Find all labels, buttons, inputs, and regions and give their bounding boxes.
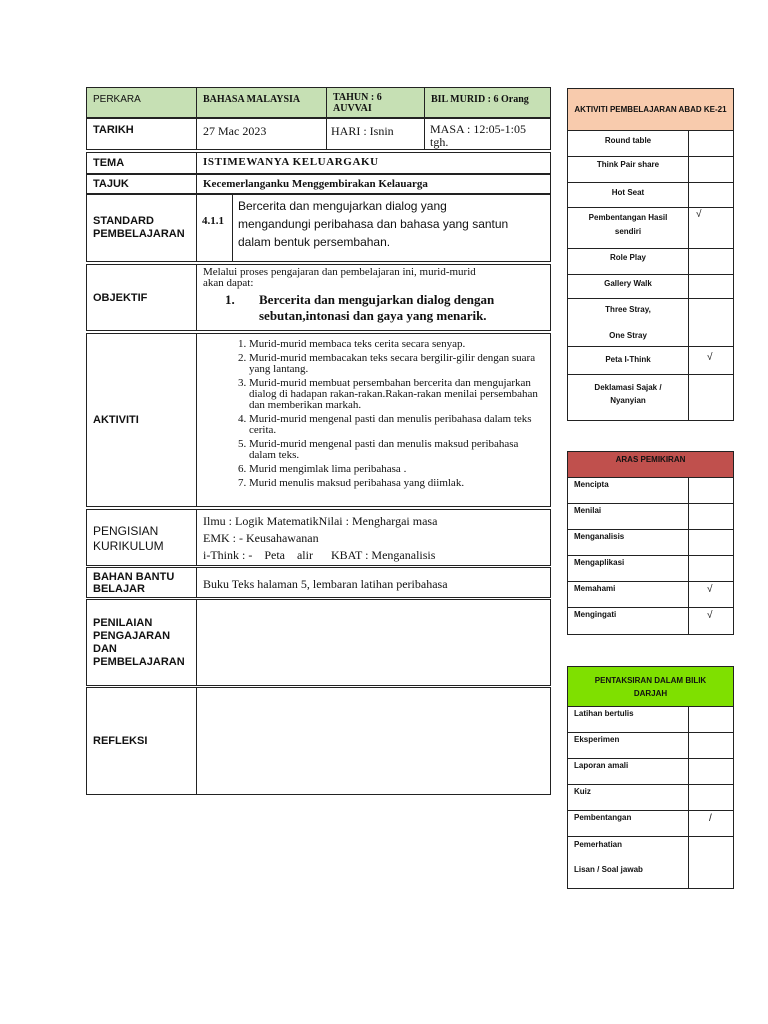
abad-row-mark [688, 298, 734, 347]
aktiviti-item: 5. Murid-murid mengenal pasti dan menulis maksud peribahasa dalam teks. [249, 439, 542, 461]
pengisian-cell [196, 509, 551, 566]
pengisian-label-2: KURIKULUM [93, 539, 164, 553]
standard-label-1: STANDARD [93, 215, 154, 227]
pentaksiran-row-label: Latihan bertulis [567, 706, 689, 733]
objektif-num: 1. [225, 292, 235, 307]
abad-row-mark [688, 156, 734, 183]
aktiviti-abad-title: AKTIVITI PEMBELAJARAN ABAD KE-21 [567, 88, 734, 131]
objektif-item-1: Bercerita dan mengujarkan dialog dengan [259, 292, 495, 307]
standard-label-2: PEMBELAJARAN [93, 228, 185, 240]
perkara-header: PERKARA [86, 87, 197, 118]
pentaksiran-row-mark [688, 758, 734, 785]
aktiviti-label: AKTIVITI [86, 333, 197, 507]
aktiviti-item: 2. Murid-murid membacakan teks secara bergilir-gilir dengan suara yang lantang. [249, 353, 542, 375]
penilaian-label-4: PEMBELAJARAN [93, 655, 185, 668]
aras-row-label: Mencipta [567, 477, 689, 504]
objektif-item [203, 292, 544, 324]
aras-row-label: Mengaplikasi [567, 555, 689, 582]
pentaksiran-title: PENTAKSIRAN DALAM BILIK DARJAH [567, 666, 734, 707]
pentaksiran-row-label [567, 836, 689, 889]
aras-row-label: Menilai [567, 503, 689, 530]
aras-row-mark: √ [688, 581, 734, 608]
abad-row-label: Hot Seat [567, 182, 689, 208]
subject-cell: BAHASA MALAYSIA [196, 87, 327, 118]
aras-row-mark: √ [688, 607, 734, 635]
aktiviti-item: 7. Murid menulis maksud peribahasa yang diimlak. [249, 478, 542, 489]
pentaksiran-row-label: Pembentangan [567, 810, 689, 837]
bil-murid-cell: BIL MURID : 6 Orang [424, 87, 551, 118]
pentaksiran-row-mark [688, 706, 734, 733]
pengisian-emk: EMK : - Keusahawanan [203, 531, 319, 545]
masa-cell [424, 118, 551, 150]
objektif-cell [196, 264, 551, 331]
abad-row-mark [688, 374, 734, 421]
refleksi-value [196, 687, 551, 795]
penilaian-label-1: PENILAIAN [93, 616, 153, 629]
masa-value: MASA : 12:05-1:05 [430, 122, 527, 136]
standard-code: 4.1.1 [196, 194, 233, 262]
pengisian-ilmu: Ilmu : Logik MatematikNilai : Menghargai masa [203, 514, 438, 528]
pentaksiran-row-label-1: Pemerhatian [574, 840, 623, 849]
tahun-cell: TAHUN : 6 AUVVAI [326, 87, 425, 118]
pentaksiran-row-mark [688, 732, 734, 759]
abad-row-mark [688, 182, 734, 208]
pentaksiran-row-label-2: Lisan / Soal jawab [574, 865, 643, 874]
abad-row-label: Deklamasi Sajak / Nyanyian [567, 374, 689, 421]
hari-value: HARI : Isnin [326, 118, 425, 150]
objektif-intro-2: akan dapat: [203, 277, 254, 289]
aras-row-label: Memahami [567, 581, 689, 608]
aras-row-label: Mengingati [567, 607, 689, 635]
pentaksiran-row-label: Laporan amali [567, 758, 689, 785]
bahan-value: Buku Teks halaman 5, lembaran latihan peribahasa [196, 567, 551, 598]
bahan-label-2: BELAJAR [93, 582, 145, 595]
pengisian-label [86, 509, 197, 566]
standard-line-3: dalam bentuk persembahan. [238, 235, 391, 249]
masa-cont: tgh. [430, 135, 449, 149]
standard-line-2: mengandungi peribahasa dan bahasa yang santun [238, 217, 509, 231]
aktiviti-item: 1. Murid-murid membaca teks cerita secara senyap. [249, 339, 542, 350]
pentaksiran-row-label: Kuiz [567, 784, 689, 811]
pengisian-ithink: i-Think : - Peta alir KBAT : Menganalisis [203, 548, 436, 562]
aras-row-mark [688, 555, 734, 582]
penilaian-value [196, 599, 551, 686]
pentaksiran-row-mark [688, 836, 734, 889]
tajuk-value: Kecemerlanganku Menggembirakan Kelauarga [196, 174, 551, 194]
abad-row-mark [688, 248, 734, 275]
aktiviti-cell [196, 333, 551, 507]
pentaksiran-row-mark [688, 784, 734, 811]
aras-row-mark [688, 529, 734, 556]
standard-text [232, 194, 551, 262]
abad-row-label-2: One Stray [609, 331, 647, 340]
aras-row-mark [688, 503, 734, 530]
abad-row-label: Pembentangan Hasil sendiri [567, 207, 689, 249]
aktiviti-item: 3. Murid-murid membuat persembahan bercerita dan mengujarkan dialog di hadapan rakan-rakan.Rakan-rakan menilai persembahan dan memberikan markah. [249, 378, 542, 411]
penilaian-label-2: PENGAJARAN [93, 629, 171, 642]
abad-row-label [567, 298, 689, 347]
standard-label [86, 194, 197, 262]
abad-row-mark: √ [688, 346, 734, 375]
penilaian-label [86, 599, 197, 686]
pengisian-label-1: PENGISIAN [93, 524, 159, 538]
abad-row-mark [688, 274, 734, 299]
abad-row-label: Think Pair share [567, 156, 689, 183]
tarikh-label: TARIKH [86, 118, 197, 150]
aktiviti-item: 4. Murid-murid mengenal pasti dan menulis peribahasa dalam teks cerita. [249, 414, 542, 436]
abad-row-label: Peta I-Think [567, 346, 689, 375]
aras-row-mark [688, 477, 734, 504]
aktiviti-item: 6. Murid mengimlak lima peribahasa . [249, 464, 542, 475]
abad-row-label-1: Three Stray, [605, 305, 651, 314]
objektif-label: OBJEKTIF [86, 264, 197, 331]
tema-label: TEMA [86, 152, 197, 174]
aktiviti-list [197, 339, 542, 489]
standard-line-1: Bercerita dan mengujarkan dialog yang [238, 199, 447, 213]
abad-row-mark: √ [688, 207, 734, 249]
tarikh-value: 27 Mac 2023 [196, 118, 327, 150]
objektif-item-2: sebutan,intonasi dan gaya yang menarik. [259, 308, 487, 323]
pentaksiran-row-mark: / [688, 810, 734, 837]
bahan-label [86, 567, 197, 598]
aras-pemikiran-title: ARAS PEMIKIRAN [567, 451, 734, 478]
penilaian-label-3: DAN [93, 642, 117, 655]
abad-row-label: Gallery Walk [567, 274, 689, 299]
abad-row-label: Round table [567, 130, 689, 157]
refleksi-label: REFLEKSI [86, 687, 197, 795]
bahan-label-1: BAHAN BANTU [93, 570, 175, 583]
aras-row-label: Menganalisis [567, 529, 689, 556]
objektif-intro-1: Melalui proses pengajaran dan pembelajaran ini, murid-murid [203, 266, 476, 278]
tema-value: ISTIMEWANYA KELUARGAKU [196, 152, 551, 174]
pentaksiran-row-label: Eksperimen [567, 732, 689, 759]
abad-row-label: Role Play [567, 248, 689, 275]
tajuk-label: TAJUK [86, 174, 197, 194]
abad-row-mark [688, 130, 734, 157]
